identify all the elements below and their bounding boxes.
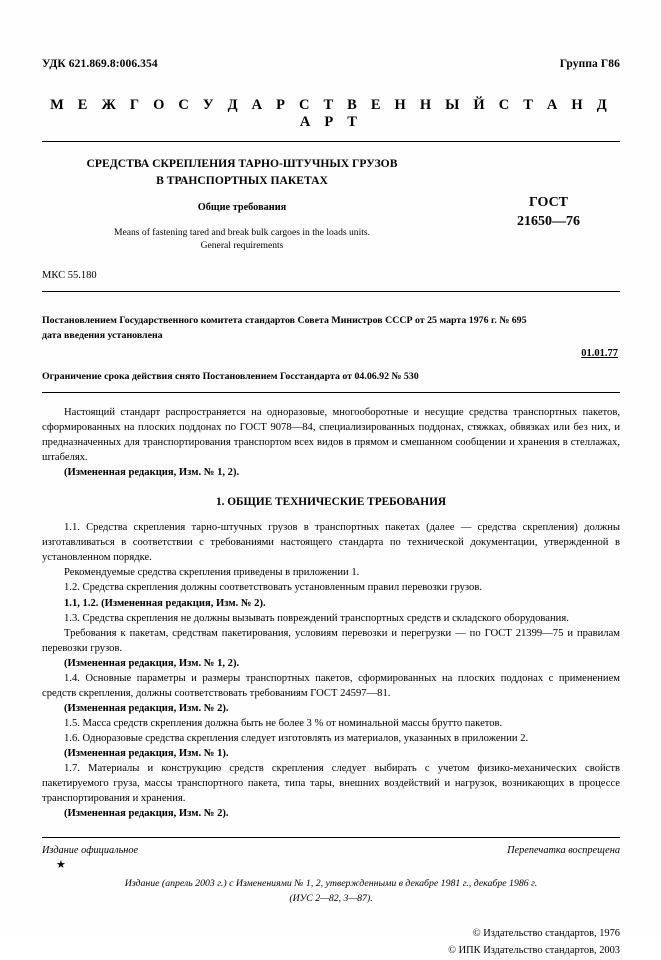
clause: 1.5. Масса средств скрепления должна быть не более 3 % от номинальной массы брутто пакетов.: [64, 717, 503, 729]
gost-number: 21650—76: [517, 213, 580, 229]
title-english-1: Means of fastening tared and break bulk cargoes in the loads units.: [113, 226, 371, 238]
gost-box: [517, 194, 580, 232]
udk-code: УДК 621.869.8:006.354: [42, 58, 158, 70]
edition-note: [42, 877, 620, 906]
section-1-body: [42, 520, 620, 821]
intro-paragraph: Настоящий стандарт распространяется на одноразовые, многооборотные и несущие средства транспортных пакетов, сформированных на плоских поддонах по ГОСТ 9078—84, специализированных поддонах, стяжках, обвязках или без них, и предназначенных для транспортирования транспортом всех видов в прямом и смешанном сообщении и хранения в стеллажах, штабелях.: [42, 407, 620, 464]
star-icon: ★: [56, 858, 66, 871]
title-english-2: General requirements: [200, 239, 284, 251]
clause: 1.4. Основные параметры и размеры транспортных пакетов, сформированных на плоских поддонах с применением средств скрепления, должны соответствовать требованиям ГОСТ 24597—81.: [42, 672, 620, 699]
reprint-prohibited-label: Перепечатка воспрещена: [507, 844, 620, 856]
header-row: [42, 58, 620, 70]
gost-label: ГОСТ: [528, 195, 569, 210]
clause: 1.3. Средства скрепления не должны вызывать повреждений транспортных средств и складского оборудования.: [64, 612, 569, 624]
standard-kind: М Е Ж Г О С У Д А Р С Т В Е Н Н Ы Й С Т А Н Д А Р Т: [50, 97, 612, 130]
clause-revision-note: (Измененная редакция, Изм. № 2).: [64, 807, 229, 819]
section-1-heading: 1. ОБЩИЕ ТЕХНИЧЕСКИЕ ТРЕБОВАНИЯ: [215, 496, 447, 509]
copyright-line-1: © Издательство стандартов, 1976: [472, 928, 620, 940]
clause: 1.7. Материалы и конструкцию средств скрепления следует выбирать с учетом физико-механических свойств пакетируемого груза, массы транспортного пакета, типа тары, внешних воздействий и нагрузок, возникающих в процессе транспортирования и хранения.: [42, 762, 620, 804]
intro-revision-note: (Измененная редакция, Изм. № 1, 2).: [64, 467, 240, 479]
group-code: Группа Г86: [559, 58, 620, 70]
clause-revision-note: (Измененная редакция, Изм. № 1, 2).: [64, 657, 240, 669]
footer-row: [42, 845, 620, 856]
page-content: [42, 58, 620, 960]
clause: 1.6. Одноразовые средства скрепления следует изготовлять из материалов, указанных в приложении 2.: [64, 732, 529, 744]
introduction-date: 01.01.77: [581, 348, 618, 360]
copyright-line-2: © ИПК Издательство стандартов, 2003: [448, 944, 620, 956]
mks-code: МКС 55.180: [42, 270, 97, 282]
clause-revision-note: (Измененная редакция, Изм. № 2).: [64, 702, 229, 714]
edition-note-line-2: (ИУС 2—82, 3—87).: [289, 892, 373, 904]
intro-text: [42, 405, 620, 480]
title-block: [42, 156, 620, 252]
copyright-block: [42, 926, 620, 959]
clause-revision-note: 1.1, 1.2. (Измененная редакция, Изм. № 2).: [64, 597, 266, 609]
clause: 1.2. Средства скрепления должны соответствовать установленным правил перевозки грузов.: [64, 582, 482, 594]
decree-block: [42, 314, 620, 344]
clause-revision-note: (Измененная редакция, Изм. № 1).: [64, 747, 229, 759]
divider-top: [42, 141, 620, 142]
official-edition-label: Издание официальное: [42, 844, 139, 856]
clause: Рекомендуемые средства скрепления приведены в приложении 1.: [64, 567, 360, 579]
title-line-2: В ТРАНСПОРТНЫХ ПАКЕТАХ: [156, 173, 328, 187]
title-line-1: СРЕДСТВА СКРЕПЛЕНИЯ ТАРНО-ШТУЧНЫХ ГРУЗОВ: [86, 157, 398, 170]
decree-line-2: дата введения установлена: [42, 330, 163, 342]
divider-decree-bottom: [42, 392, 620, 393]
clause: 1.1. Средства скрепления тарно-штучных грузов в транспортных пакетах (далее — средства скрепления) должны изготавливаться в соответствии с требованиями настоящего стандарта по технической документации, утвержденной в установленном порядке.: [42, 522, 620, 564]
decree-line-1: Постановлением Государственного комитета стандартов Совета Министров СССР от 25 марта 1976 г. № 695: [42, 315, 527, 327]
divider-footer: [42, 837, 620, 838]
divider-decree-top: [42, 291, 620, 292]
clause: Требования к пакетам, средствам пакетирования, условиям перевозки и перегрузки — по ГОСТ 21399—75 и правилам перевозки грузов.: [42, 627, 620, 654]
edition-note-line-1: Издание (апрель 2003 г.) с Изменениями № 1, 2, утвержденными в декабре 1981 г., декабре 1986 г.: [124, 877, 538, 889]
title-subtitle: Общие требования: [197, 201, 287, 213]
validity-limit-note: Ограничение срока действия снято Постановлением Госстандарта от 04.06.92 № 530: [42, 371, 419, 383]
